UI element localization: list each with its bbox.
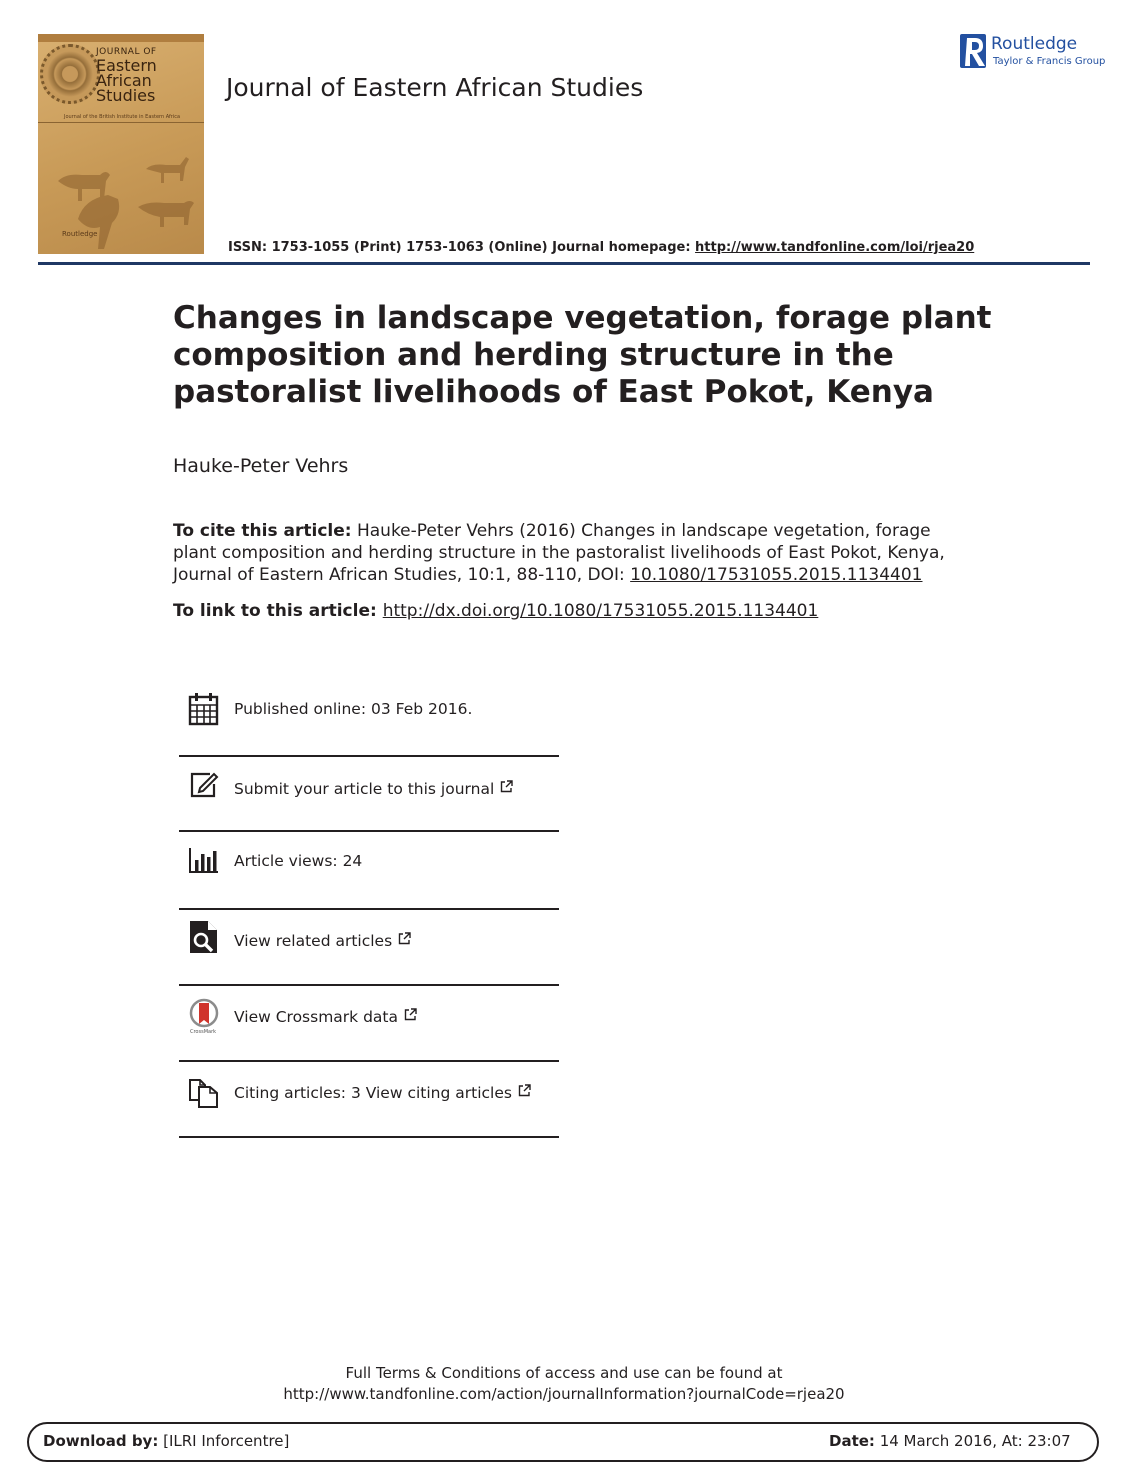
article-link-line: [173, 601, 818, 621]
download-by: [43, 1432, 289, 1450]
related-articles-row[interactable]: [180, 920, 560, 964]
external-link-icon: [518, 1084, 531, 1097]
citing-articles-row[interactable]: [180, 1072, 560, 1116]
info-divider: [179, 908, 559, 910]
cover-top-strip: [38, 34, 204, 42]
external-link-icon: [398, 932, 411, 945]
publisher-group: Taylor & Francis Group: [993, 56, 1106, 67]
article-views-row: [180, 842, 560, 886]
submit-article-link[interactable]: Submit your article to this journal: [234, 780, 495, 798]
date-label: Date:: [829, 1432, 875, 1450]
cover-publisher: Routledge: [62, 230, 98, 238]
article-author: Hauke-Peter Vehrs: [173, 455, 349, 477]
external-link-icon: [404, 1008, 417, 1021]
citation-block: [173, 520, 973, 586]
cover-subtitle: Journal of the British Institute in Eastern Africa: [64, 114, 181, 120]
crossmark-link[interactable]: View Crossmark data: [234, 1008, 398, 1026]
journal-homepage-link[interactable]: http://www.tandfonline.com/loi/rjea20: [695, 240, 975, 255]
download-label: Download by:: [43, 1432, 159, 1450]
journal-cover-image: [38, 34, 204, 254]
link-label: To link to this article:: [173, 601, 383, 621]
crossmark-row[interactable]: [180, 996, 560, 1040]
cover-journal-name: Eastern African Studies: [96, 56, 157, 105]
citing-articles-link[interactable]: Citing articles: 3 View citing articles: [234, 1084, 512, 1102]
published-date: Published online: 03 Feb 2016.: [234, 700, 473, 718]
issn-line: [228, 240, 974, 255]
cite-doi-link[interactable]: 10.1080/17531055.2015.1134401: [630, 565, 923, 585]
crossmark-icon-label: CrossMark: [190, 1029, 217, 1035]
publisher-name: Routledge: [991, 34, 1078, 54]
download-value: [ILRI Inforcentre]: [158, 1432, 290, 1450]
info-divider: [179, 1136, 559, 1138]
info-divider: [179, 755, 559, 757]
cover-journal-of: JOURNAL OF: [96, 47, 157, 57]
terms-text: Full Terms & Conditions of access and use can be found at: [345, 1364, 783, 1382]
calendar-icon: [188, 692, 220, 726]
cover-divider: [38, 122, 204, 123]
date-value: 14 March 2016, At: 23:07: [874, 1432, 1071, 1450]
submit-article-row[interactable]: [180, 766, 560, 810]
copy-documents-icon: [188, 1074, 220, 1108]
cover-medallion: [40, 44, 100, 104]
cite-text: Hauke-Peter Vehrs (2016) Changes in landscape vegetation, forage plant composition and herding structure in the pastoralist livelihoods of East Pokot, Kenya, Journal of Eastern African Studies, 10:1, 88-110, DOI:: [173, 521, 945, 585]
download-date: [829, 1432, 1071, 1450]
journal-title: Journal of Eastern African Studies: [226, 73, 644, 102]
document-search-icon: [188, 920, 220, 954]
issn-text: ISSN: 1753-1055 (Print) 1753-1063 (Online) Journal homepage:: [228, 240, 696, 255]
article-title: Changes in landscape vegetation, forage plant composition and herding structure in the pastoralist livelihoods of East Pokot, Kenya: [173, 300, 992, 410]
info-divider: [179, 984, 559, 986]
article-views: Article views: 24: [234, 852, 363, 870]
terms-url-link[interactable]: http://www.tandfonline.com/action/journalInformation?journalCode=rjea20: [283, 1385, 845, 1403]
bar-chart-icon: [188, 844, 220, 878]
cite-label: To cite this article:: [173, 521, 352, 541]
info-divider: [179, 1060, 559, 1062]
crossmark-icon: [188, 998, 220, 1032]
related-articles-link[interactable]: View related articles: [234, 932, 393, 950]
edit-icon: [188, 768, 220, 802]
published-row: [180, 690, 560, 730]
article-doi-link[interactable]: http://dx.doi.org/10.1080/17531055.2015.1134401: [382, 601, 819, 621]
info-divider: [179, 830, 559, 832]
external-link-icon: [500, 780, 513, 793]
header-divider: [38, 262, 1090, 265]
